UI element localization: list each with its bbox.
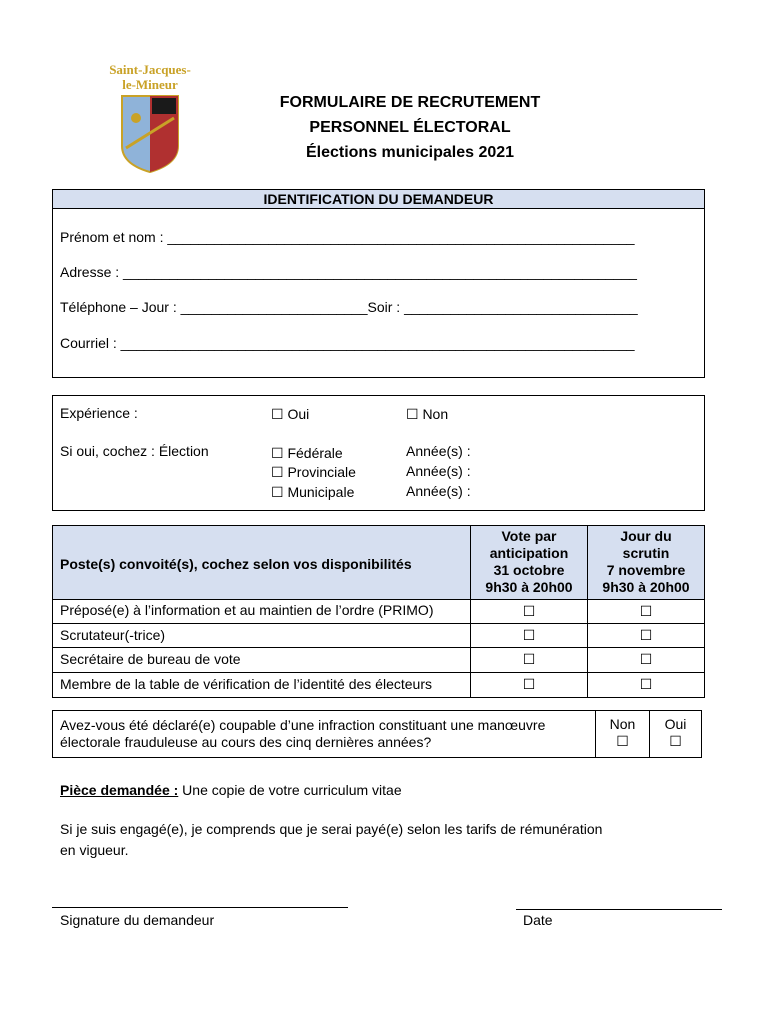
infraction-non-checkbox[interactable]: ☐ [616, 733, 629, 749]
infraction-question-line1: Avez-vous été déclaré(e) coupable d’une infraction constituant une manœuvre [60, 717, 546, 733]
telephone-field[interactable]: Téléphone – Jour : ________________________Soir : ______________________________ [60, 299, 638, 315]
col2-line4: 9h30 à 20h00 [602, 579, 690, 595]
nom-field[interactable]: Prénom et nom : ____________________________________________________________ [60, 229, 635, 245]
infraction-oui-label: Oui [664, 716, 687, 732]
infraction-oui-cell[interactable] [649, 710, 702, 758]
federale-checkbox[interactable]: ☐ Fédérale [271, 445, 343, 461]
poste-label: Scrutateur(-trice) [60, 627, 166, 643]
piece-demandee-label: Pièce demandée : [60, 782, 179, 798]
annee-municipale-field[interactable]: Année(s) : [406, 483, 471, 499]
municipale-checkbox[interactable]: ☐ Municipale [271, 484, 355, 500]
table-row [52, 623, 471, 648]
table-row [52, 672, 471, 698]
date-label: Date [523, 912, 553, 928]
poste-checkbox[interactable]: ☐ [587, 647, 705, 673]
identification-heading: IDENTIFICATION DU DEMANDEUR [53, 190, 704, 209]
form-title-line1: FORMULAIRE DE RECRUTEMENT [279, 94, 541, 111]
experience-oui-checkbox[interactable]: ☐ Oui [271, 406, 310, 422]
poste-checkbox[interactable]: ☐ [470, 672, 588, 698]
poste-checkbox[interactable]: ☐ [587, 672, 705, 698]
annee-provinciale-field[interactable]: Année(s) : [406, 463, 471, 479]
date-line[interactable] [516, 909, 722, 910]
jour-scrutin-header [587, 525, 705, 600]
table-row [52, 599, 471, 624]
piece-demandee-text: Une copie de votre curriculum vitae [178, 782, 402, 798]
engagement-line2: en vigueur. [60, 842, 129, 858]
postes-heading-cell [52, 525, 471, 600]
adresse-field[interactable]: Adresse : __________________________________________________________________ [60, 264, 637, 280]
piece-demandee [60, 782, 402, 798]
courriel-field[interactable]: Courriel : __________________________________________________________________ [60, 335, 635, 351]
infraction-oui-checkbox[interactable]: ☐ [669, 733, 682, 749]
table-row [52, 647, 471, 673]
poste-checkbox[interactable]: ☐ [470, 623, 588, 648]
col1-line4: 9h30 à 20h00 [485, 579, 573, 595]
poste-checkbox[interactable]: ☐ [587, 599, 705, 624]
signature-line[interactable] [52, 907, 348, 908]
form-subtitle: Élections municipales 2021 [305, 144, 515, 161]
form-title-line2: PERSONNEL ÉLECTORAL [309, 119, 511, 136]
vote-anticipation-header [470, 525, 588, 600]
poste-label: Membre de la table de vérification de l’identité des électeurs [60, 676, 432, 692]
logo-text-2: le-Mineur [122, 77, 178, 92]
col2-line3: 7 novembre [606, 562, 686, 578]
poste-label: Préposé(e) à l’information et au maintien de l’ordre (PRIMO) [60, 602, 434, 618]
experience-label: Expérience : [60, 405, 138, 421]
infraction-non-cell[interactable] [595, 710, 650, 758]
col1-line2: anticipation [489, 545, 569, 561]
col1-line3: 31 octobre [493, 562, 565, 578]
si-oui-label: Si oui, cochez : Élection [60, 443, 209, 459]
col2-line1: Jour du [620, 528, 672, 544]
infraction-question-line2: électorale frauduleuse au cours des cinq dernières années? [60, 734, 432, 750]
logo-text-1: Saint-Jacques- [109, 62, 191, 77]
infraction-non-label: Non [609, 716, 636, 732]
poste-label: Secrétaire de bureau de vote [60, 651, 241, 667]
postes-heading: Poste(s) convoité(s), cochez selon vos disponibilités [60, 556, 412, 572]
infraction-question-cell [52, 710, 596, 758]
provinciale-checkbox[interactable]: ☐ Provinciale [271, 464, 356, 480]
poste-checkbox[interactable]: ☐ [587, 623, 705, 648]
engagement-line1: Si je suis engagé(e), je comprends que je serai payé(e) selon les tarifs de rémunération [60, 821, 603, 837]
poste-checkbox[interactable]: ☐ [470, 647, 588, 673]
poste-checkbox[interactable]: ☐ [470, 599, 588, 624]
signature-label: Signature du demandeur [60, 912, 215, 928]
annee-federale-field[interactable]: Année(s) : [406, 443, 471, 459]
col1-line1: Vote par [501, 528, 557, 544]
col2-line2: scrutin [622, 545, 670, 561]
experience-non-checkbox[interactable]: ☐ Non [406, 406, 449, 422]
